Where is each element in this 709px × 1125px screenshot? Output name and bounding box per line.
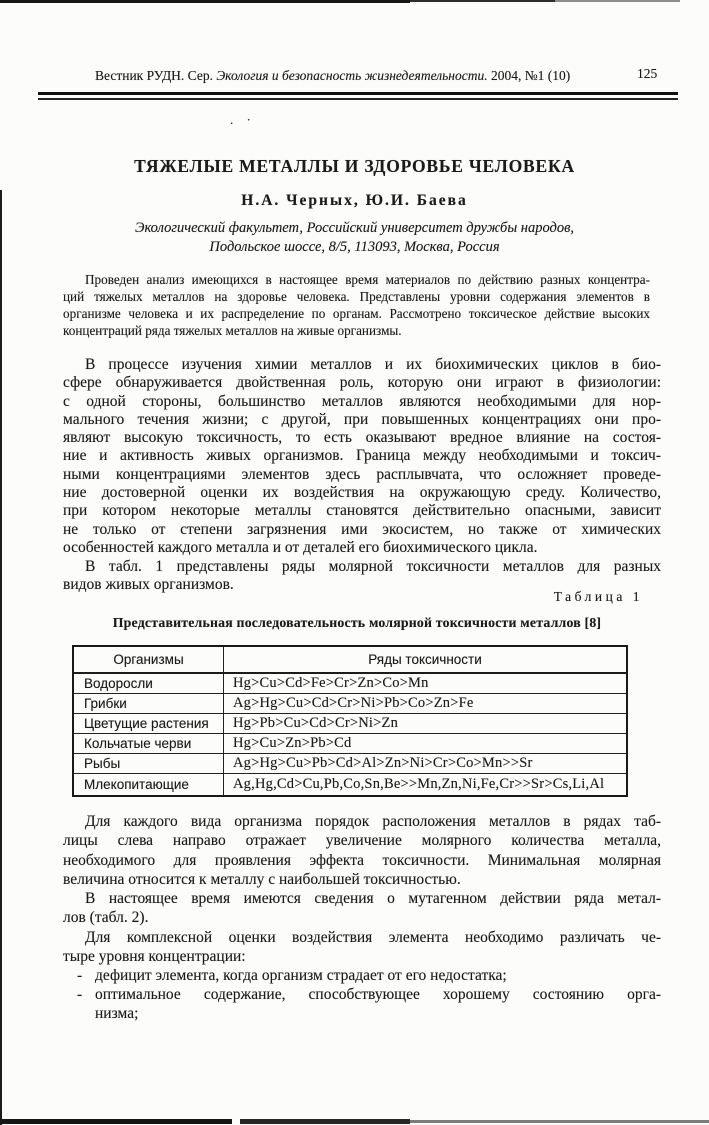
text-line: В табл. 1 представлены ряды молярной токсичности металлов для разных xyxy=(85,558,661,575)
text-line: ций тяжелых металлов на здоровье человека. Представлены уровни содержания элементов в xyxy=(63,289,650,305)
list-dash-marker: - xyxy=(77,967,83,984)
text-line: Для каждого вида организма порядок расположения металлов в рядах таб- xyxy=(85,813,661,830)
text-line: особенностей каждого металла и от деталей его биохимического цикла. xyxy=(63,538,538,556)
text-line: дефицит элемента, когда организм страдает от его недостатка; xyxy=(95,967,507,984)
header-rule xyxy=(38,92,678,100)
list-dash-marker: - xyxy=(77,986,83,1003)
text-line: мального течения жизни; с другой, при повышенных концентрациях они про- xyxy=(63,410,661,428)
list-item-optimal xyxy=(63,985,661,1023)
journal-name: Вестник РУДН. Сер. xyxy=(95,68,217,83)
toxicity-series-cell: Ag>Hg>Cu>Cd>Cr>Ni>Pb>Co>Zn>Fe xyxy=(233,695,474,711)
running-head xyxy=(95,68,570,84)
abstract xyxy=(63,271,650,339)
scan-artifact-top-bar xyxy=(410,0,555,2)
affiliation-line: Подольское шоссе, 8/5, 113093, Москва, Россия xyxy=(209,238,500,255)
affiliation-line: Экологический факультет, Российский университет дружбы народов, xyxy=(134,220,575,236)
toxicity-series-cell: Ag>Hg>Cu>Pb>Cd>Al>Zn>Ni>Cr>Co>Mn>>Sr xyxy=(233,755,533,771)
article-title: ТЯЖЕЛЫЕ МЕТАЛЛЫ И ЗДОРОВЬЕ ЧЕЛОВЕКА xyxy=(134,156,575,176)
text-line: видов живых организмов. xyxy=(63,576,234,594)
table-row xyxy=(74,734,626,754)
toxicity-series-cell: Ag,Hg,Cd>Cu,Pb,Co,Sn,Be>>Mn,Zn,Ni,Fe,Cr>>Sr>Cs,Li,Al xyxy=(233,776,605,792)
paragraph-5 xyxy=(63,928,661,967)
text-line: при котором некоторые металлы становятся действительно опасными, зависит xyxy=(63,502,661,520)
table-row xyxy=(74,694,626,714)
text-line: являют высокую токсичность, то есть оказывают вредное влияние на состоя- xyxy=(63,429,661,447)
table-label: Таблица 1 xyxy=(553,589,643,604)
organism-cell: Цветущие растения xyxy=(74,714,224,733)
table-body xyxy=(74,674,626,795)
text-line: ными концентрациями элементов здесь расплывчата, что осложняет проведе- xyxy=(63,465,661,483)
scan-artifact-bottom-bar xyxy=(0,1119,232,1124)
text-line: В процессе изучения химии металлов и их биохимических циклов в био- xyxy=(85,356,661,373)
text-line: ние и активность живых организмов. Граница между необходимыми и токсич- xyxy=(63,447,661,465)
text-line: концентраций ряда тяжелых металлов на живые организмы. xyxy=(63,323,402,339)
scan-artifact-top-bar xyxy=(555,0,680,2)
organism-cell: Водоросли xyxy=(74,674,224,693)
paragraph-3 xyxy=(63,812,661,890)
organism-cell: Рыбы xyxy=(74,754,224,773)
table-row xyxy=(74,674,626,694)
text-line: необходимого для проявления эффекта токсичности. Минимальная молярная xyxy=(63,851,661,869)
article-affiliation xyxy=(0,219,709,256)
scan-artifact-left-bar xyxy=(0,190,2,1125)
text-line: Проведен анализ имеющихся в настоящее время материалов по действию разных концентра- xyxy=(85,272,650,287)
toxicity-series-cell: Hg>Pb>Cu>Cd>Cr>Ni>Zn xyxy=(233,715,399,731)
text-line: низма; xyxy=(95,1005,139,1022)
toxicity-series-cell: Hg>Cu>Zn>Pb>Cd xyxy=(233,735,352,751)
toxicity-table xyxy=(72,645,628,797)
text-line: лицы слева направо отражает увеличение молярного количества металла, xyxy=(63,832,661,850)
page-number: 125 xyxy=(637,66,658,81)
list-item-deficit xyxy=(63,966,661,985)
paragraph-4 xyxy=(63,889,661,928)
scan-artifact-bottom-bar xyxy=(240,1119,410,1124)
article-authors: Н.А. Черных, Ю.И. Баева xyxy=(241,192,468,209)
toxicity-series-cell: Hg>Cu>Cd>Fe>Cr>Zn>Co>Mn xyxy=(233,675,429,691)
scan-artifact-top-bar xyxy=(0,0,410,3)
scan-artifact-bottom-bar xyxy=(410,1120,709,1123)
table-header-toxicity-series: Ряды токсичности xyxy=(368,652,482,667)
table-header-organisms: Организмы xyxy=(74,647,224,672)
table-row xyxy=(74,714,626,734)
text-line: оптимальное содержание, способствующее хорошему состоянию орга- xyxy=(95,986,661,1003)
table-caption: Представительная последовательность молярной токсичности металлов [8] xyxy=(112,615,602,630)
text-line: с одной стороны, большинство металлов являются необходимыми для нор- xyxy=(63,392,661,410)
issue-info: 2004, №1 (10) xyxy=(487,68,571,83)
organism-cell: Кольчатые черви xyxy=(74,734,224,753)
text-line: В настоящее время имеются сведения о мутагенном действии ряда метал- xyxy=(85,890,661,907)
text-line: сфере обнаруживается двойственная роль, которую они играют в физиологии: xyxy=(63,374,661,392)
text-line: организме человека и их распределение по органам. Рассмотрено токсическое действие высоких xyxy=(63,306,650,322)
paragraph-1 xyxy=(63,356,661,557)
scan-artifact-dots: . · xyxy=(230,112,256,127)
text-line: Для комплексной оценки воздействия элемента необходимо различать че- xyxy=(85,929,661,946)
journal-series: Экология и безопасность жизнедеятельности. xyxy=(216,68,488,83)
organism-cell: Млекопитающие xyxy=(74,774,224,795)
table-row xyxy=(74,754,626,774)
text-line: лов (табл. 2). xyxy=(63,909,149,927)
table-row xyxy=(74,774,626,795)
organism-cell: Грибки xyxy=(74,694,224,713)
table-header-row xyxy=(74,647,626,674)
text-line: тыре уровня концентрации: xyxy=(63,948,246,966)
text-line: величина относится к металлу с наибольшей токсичностью. xyxy=(63,871,461,889)
text-line: не только от степени загрязнения ими экосистем, но также от химических xyxy=(63,520,661,538)
text-line: ние достоверной оценки их воздействия на окружающую среду. Количество, xyxy=(63,484,661,502)
